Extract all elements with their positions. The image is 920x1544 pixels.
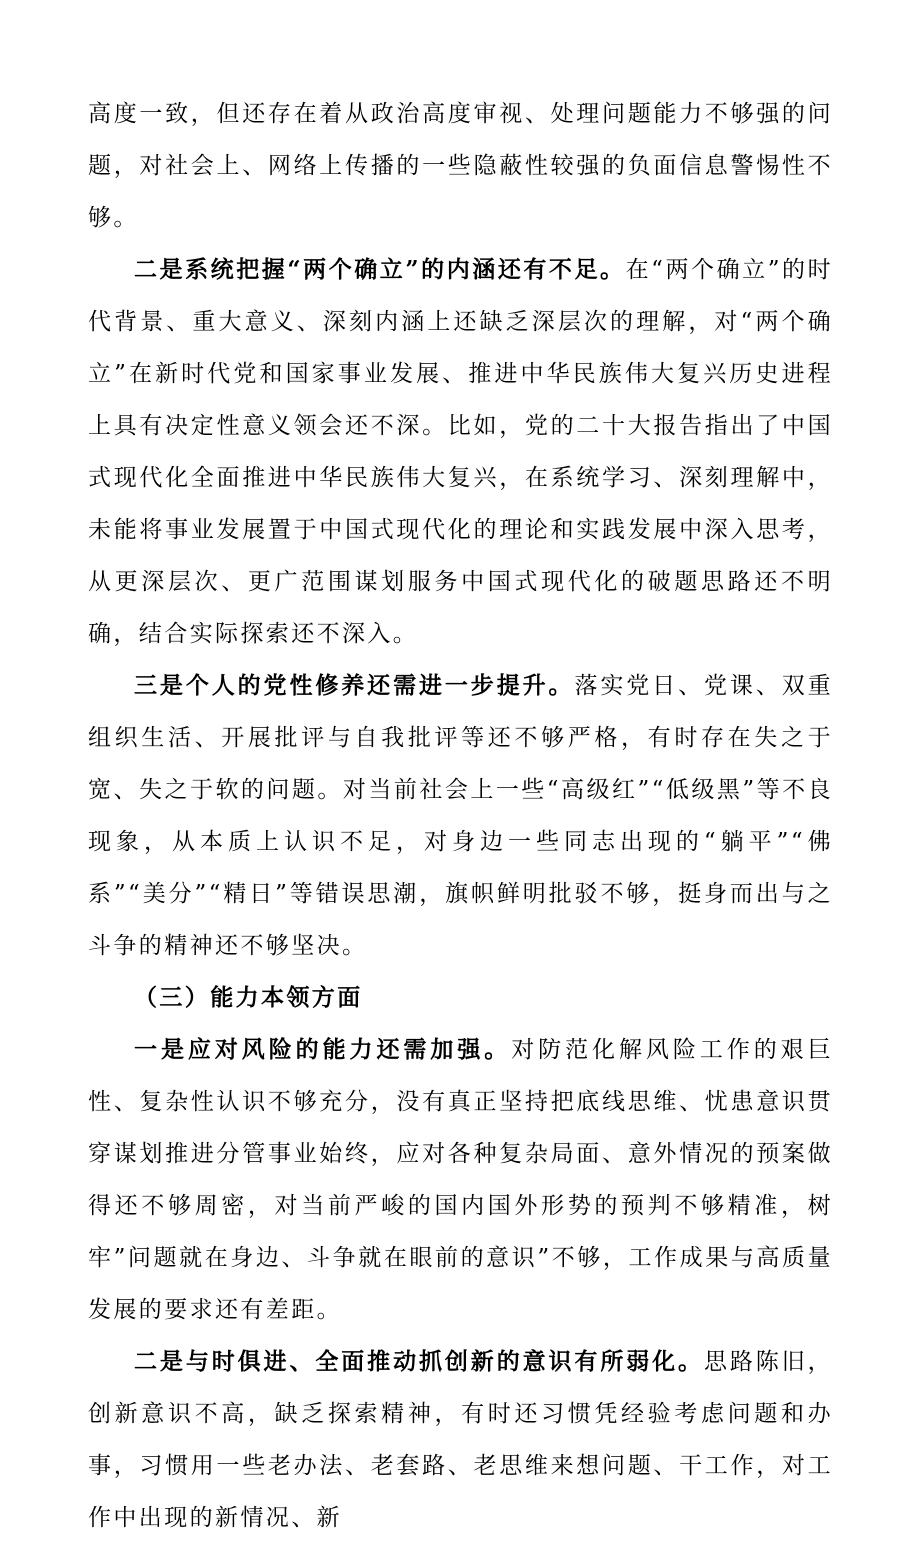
paragraph-two-establishments	[88, 244, 833, 660]
paragraph-lead: 一是应对风险的能力还需加强。	[134, 1036, 512, 1063]
paragraph-text: 落实党日、党课、双重组织生活、开展批评与自我批评等还不够严格，有时存在失之于宽、失之于软的问题。对当前社会上一些“高级红”“低级黑”等不良现象，从本质上认识不足，对身边一些同志出现的“躺平”“佛系”“美分”“精日”等错误思潮，旗帜鲜明批驳不够，挺身而出与之斗争的精神还不够坚决。	[88, 673, 834, 959]
paragraph-text: 思路陈旧，创新意识不高，缺乏探索精神，有时还习惯凭经验考虑问题和办事，习惯用一些老办法、老套路、老思维来想问题、干工作，对工作中出现的新情况、新	[88, 1349, 833, 1531]
paragraph-party-spirit	[88, 660, 833, 972]
paragraph-lead: 二是系统把握“两个确立”的内涵还有不足。	[134, 256, 626, 283]
section-heading: （三）能力本领方面	[134, 984, 363, 1011]
paragraph-continuation	[88, 88, 833, 244]
paragraph-risk-ability	[88, 1024, 833, 1336]
paragraph-lead: 二是与时俱进、全面推动抓创新的意识有所弱化。	[134, 1348, 704, 1375]
document-page	[88, 88, 833, 1544]
paragraph-innovation	[88, 1336, 833, 1544]
paragraph-text: 高度一致，但还存在着从政治高度审视、处理问题能力不够强的问题，对社会上、网络上传播的一些隐蔽性较强的负面信息警惕性不够。	[88, 101, 833, 231]
paragraph-text: 对防范化解风险工作的艰巨性、复杂性认识不够充分，没有真正坚持把底线思维、忧患意识贯穿谋划推进分管事业始终，应对各种复杂局面、意外情况的预案做得还不够周密，对当前严峻的国内国外形势的预判不够精准，树牢”问题就在身边、斗争就在眼前的意识”不够，工作成果与高质量发展的要求还有差距。	[88, 1037, 833, 1323]
paragraph-text: 在“两个确立”的时代背景、重大意义、深刻内涵上还缺乏深层次的理解，对“两个确立”在新时代党和国家事业发展、推进中华民族伟大复兴历史进程上具有决定性意义领会还不深。比如，党的二十大报告指出了中国式现代化全面推进中华民族伟大复兴，在系统学习、深刻理解中，未能将事业发展置于中国式现代化的理论和实践发展中深入思考，从更深层次、更广范围谋划服务中国式现代化的破题思路还不明确，结合实际探索还不深入。	[88, 257, 833, 647]
paragraph-lead: 三是个人的党性修养还需进一步提升。	[134, 672, 575, 699]
